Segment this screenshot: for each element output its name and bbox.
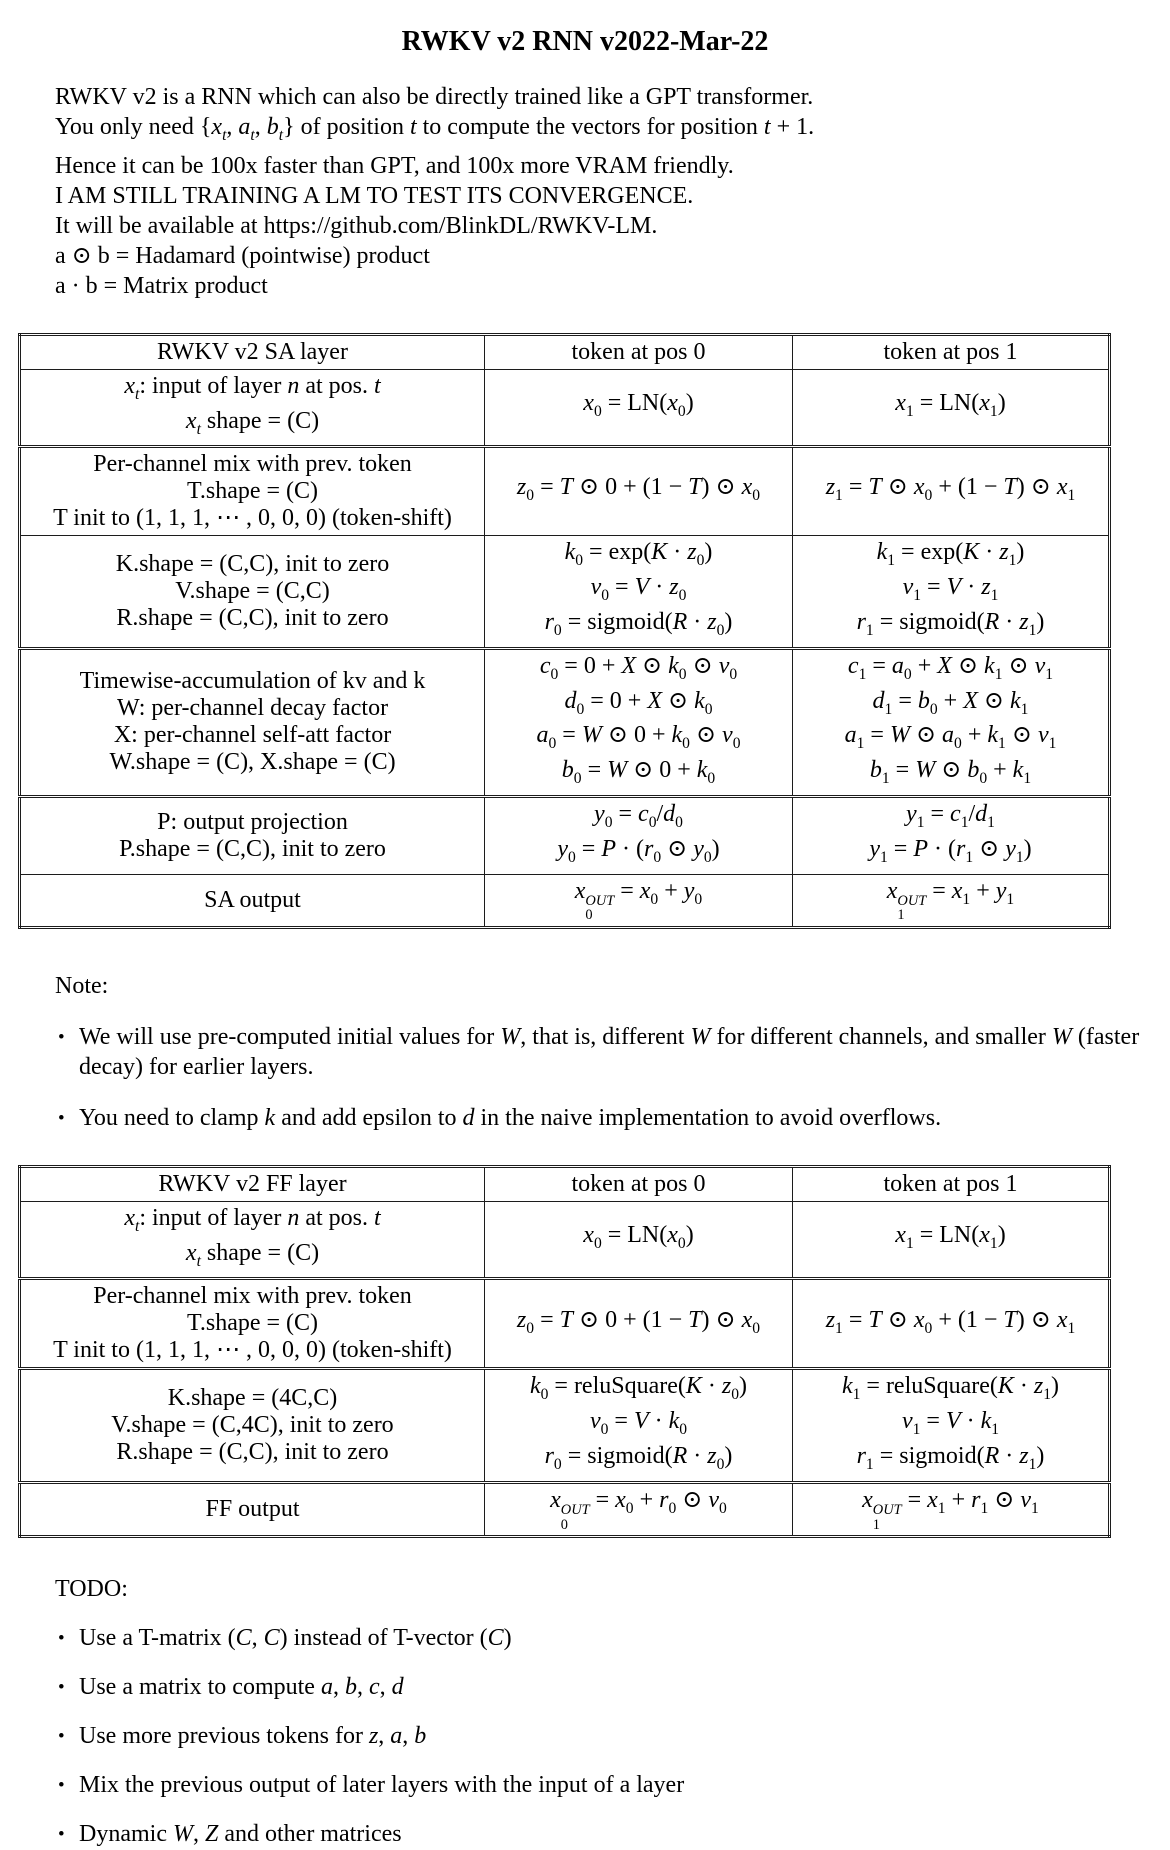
note-heading: Note: (55, 972, 109, 999)
intro-line-2: You only need {$x_t$, $a_t$, $b_t$} of position t to compute the vectors for position t + 1. (55, 114, 815, 144)
page-title: RWKV v2 RNN v2022-Mar-22 (401, 26, 769, 57)
formula-cell-pos0: $z_0 = T$ ⊙ 0 + (1 − T) ⊙ $x_0$ (485, 1279, 793, 1369)
sa-column-header-layer: RWKV v2 SA layer (20, 334, 485, 369)
formula-cell-pos0: $c_0 = 0 + X$ ⊙ $k_0$ ⊙ $v_0$ $d_0 = 0 + X$ ⊙ $k_0$ $a_0 = W$ ⊙ $0 + k_0$ ⊙ $v_0$ $b_0 = W$ ⊙ $0 + k_0$ (485, 648, 793, 796)
intro-line-4: I AM STILL TRAINING A LM TO TEST ITS CONVERGENCE. (55, 182, 694, 209)
sa-row-input (20, 369, 1110, 447)
formula-cell-pos0: x OUT 0 = $x_0 + r_0$ ⊙ $v_0$ (485, 1482, 793, 1536)
label-cell: Per-channel mix with prev. token T.shape = (C) T init to (1, 1, 1, ⋯ , 0, 0, 0) (token-shift) (20, 1279, 485, 1369)
formula-cell-pos0: x OUT 0 = $x_0 + y_0$ (485, 874, 793, 927)
ff-header-row (20, 1166, 1110, 1201)
ff-row-input (20, 1201, 1110, 1279)
formula-cell-pos1: $x_1 = LN(x_1)$ (793, 369, 1110, 447)
formula-cell-pos1: x OUT 1 = $x_1 + y_1$ (793, 874, 1110, 927)
sa-row-tokenshift-mix (20, 447, 1110, 536)
formula-cell-pos1: $z_1 = T$ ⊙ $x_0 + (1 - T)$ ⊙ $x_1$ (793, 447, 1110, 536)
sa-layer-table (18, 333, 1111, 929)
ff-column-header-layer: RWKV v2 FF layer (20, 1166, 485, 1201)
label-cell: K.shape = (C,C), init to zero V.shape = (C,C) R.shape = (C,C), init to zero (20, 536, 485, 648)
label-cell: P: output projection P.shape = (C,C), init to zero (20, 796, 485, 874)
ff-row-ff-output (20, 1482, 1110, 1536)
intro-line-hadamard-def: a ⊙ b = Hadamard (pointwise) product (55, 242, 430, 269)
todo-bullet-dynamic-w: • Dynamic W, Z and other matrices (57, 1819, 1140, 1849)
formula-cell-pos1: $x_1 = LN(x_1)$ (793, 1201, 1110, 1279)
sa-row-time-accumulation (20, 648, 1110, 796)
label-cell: $x_t$: input of layer n at pos. t $x_t$ shape = (C) (20, 369, 485, 447)
sa-column-header-pos1: token at pos 1 (793, 334, 1110, 369)
sa-column-header-pos0: token at pos 0 (485, 334, 793, 369)
note-bullet-clamp-k: • You need to clamp k and add epsilon to d in the naive implementation to avoid overflows. (57, 1103, 1140, 1133)
document-page (0, 26, 1170, 1848)
sa-row-kvr (20, 536, 1110, 648)
sa-row-output-projection (20, 796, 1110, 874)
ff-column-header-pos0: token at pos 0 (485, 1166, 793, 1201)
intro-line-matrix-def: a · b = Matrix product (55, 272, 268, 299)
todo-bullet-mix-output: • Mix the previous output of later layers with the input of a layer (57, 1770, 1140, 1800)
todo-bullet-matrix-abcd: • Use a matrix to compute a, b, c, d (57, 1672, 1140, 1702)
formula-cell-pos1: $y_1 = c_1/d_1$ $y_1 = P \cdot (r_1$ ⊙ $y_1$) (793, 796, 1110, 874)
formula-cell-pos0: $k_0 = \exp(K \cdot z_0)$ $v_0 = V \cdot z_0$ $r_0$ = sigmoid(R · $z_0$) (485, 536, 793, 648)
ff-layer-table (18, 1165, 1111, 1538)
note-bullet-precomputed-w: • We will use pre-computed initial values for W, that is, different W for different channels, and smaller W (faster decay) for earlier layers. (57, 1022, 1140, 1082)
formula-cell-pos1: $z_1 = T$ ⊙ $x_0 + (1 - T)$ ⊙ $x_1$ (793, 1279, 1110, 1369)
label-cell: $x_t$: input of layer n at pos. t $x_t$ shape = (C) (20, 1201, 485, 1279)
intro-paragraph (55, 82, 1140, 301)
formula-cell-pos1: x OUT 1 = $x_1 + r_1$ ⊙ $v_1$ (793, 1482, 1110, 1536)
sa-header-row (20, 334, 1110, 369)
formula-cell-pos0: $x_0 = LN(x_0)$ (485, 1201, 793, 1279)
label-cell: Timewise-accumulation of kv and k W: per-channel decay factor X: per-channel self-att factor W.shape = (C), X.shape = (C) (20, 648, 485, 796)
todo-bullet-more-tokens: • Use more previous tokens for z, a, b (57, 1721, 1140, 1751)
todo-bullet-t-matrix: • Use a T-matrix (C, C) instead of T-vector (C) (57, 1623, 1140, 1653)
formula-cell-pos0: $y_0 = c_0/d_0$ $y_0 = P \cdot (r_0$ ⊙ $y_0$) (485, 796, 793, 874)
note-list (0, 1022, 1170, 1133)
formula-cell-pos0: $x_0 = LN(x_0)$ (485, 369, 793, 447)
label-cell: K.shape = (4C,C) V.shape = (C,4C), init to zero R.shape = (C,C), init to zero (20, 1369, 485, 1482)
todo-list (0, 1623, 1170, 1849)
intro-line-1: RWKV v2 is a RNN which can also be directly trained like a GPT transformer. (55, 84, 814, 110)
label-cell: SA output (20, 874, 485, 927)
intro-line-github-url: It will be available at https://github.com/BlinkDL/RWKV-LM. (55, 212, 658, 239)
formula-cell-pos0: $k_0$ = reluSquare(K · $z_0$) $v_0 = V \cdot k_0$ $r_0$ = sigmoid(R · $z_0$) (485, 1369, 793, 1482)
ff-row-kvr (20, 1369, 1110, 1482)
formula-cell-pos1: $k_1$ = reluSquare(K · $z_1$) $v_1 = V \cdot k_1$ $r_1$ = sigmoid(R · $z_1$) (793, 1369, 1110, 1482)
formula-cell-pos1: $k_1 = \exp(K \cdot z_1)$ $v_1 = V \cdot z_1$ $r_1$ = sigmoid(R · $z_1$) (793, 536, 1110, 648)
formula-cell-pos1: $c_1 = a_0 + X$ ⊙ $k_1$ ⊙ $v_1$ $d_1 = b_0 + X$ ⊙ $k_1$ $a_1 = W$ ⊙ $a_0 + k_1$ ⊙ $v_1$ $b_1 = W$ ⊙ $b_0 + k_1$ (793, 648, 1110, 796)
ff-row-tokenshift-mix (20, 1279, 1110, 1369)
intro-line-3: Hence it can be 100x faster than GPT, and 100x more VRAM friendly. (55, 152, 734, 179)
todo-heading: TODO: (55, 1576, 128, 1603)
sa-row-sa-output (20, 874, 1110, 927)
label-cell: FF output (20, 1482, 485, 1536)
label-cell: Per-channel mix with prev. token T.shape = (C) T init to (1, 1, 1, ⋯ , 0, 0, 0) (token-shift) (20, 447, 485, 536)
ff-column-header-pos1: token at pos 1 (793, 1166, 1110, 1201)
formula-cell-pos0: $z_0 = T$ ⊙ 0 + (1 − T) ⊙ $x_0$ (485, 447, 793, 536)
